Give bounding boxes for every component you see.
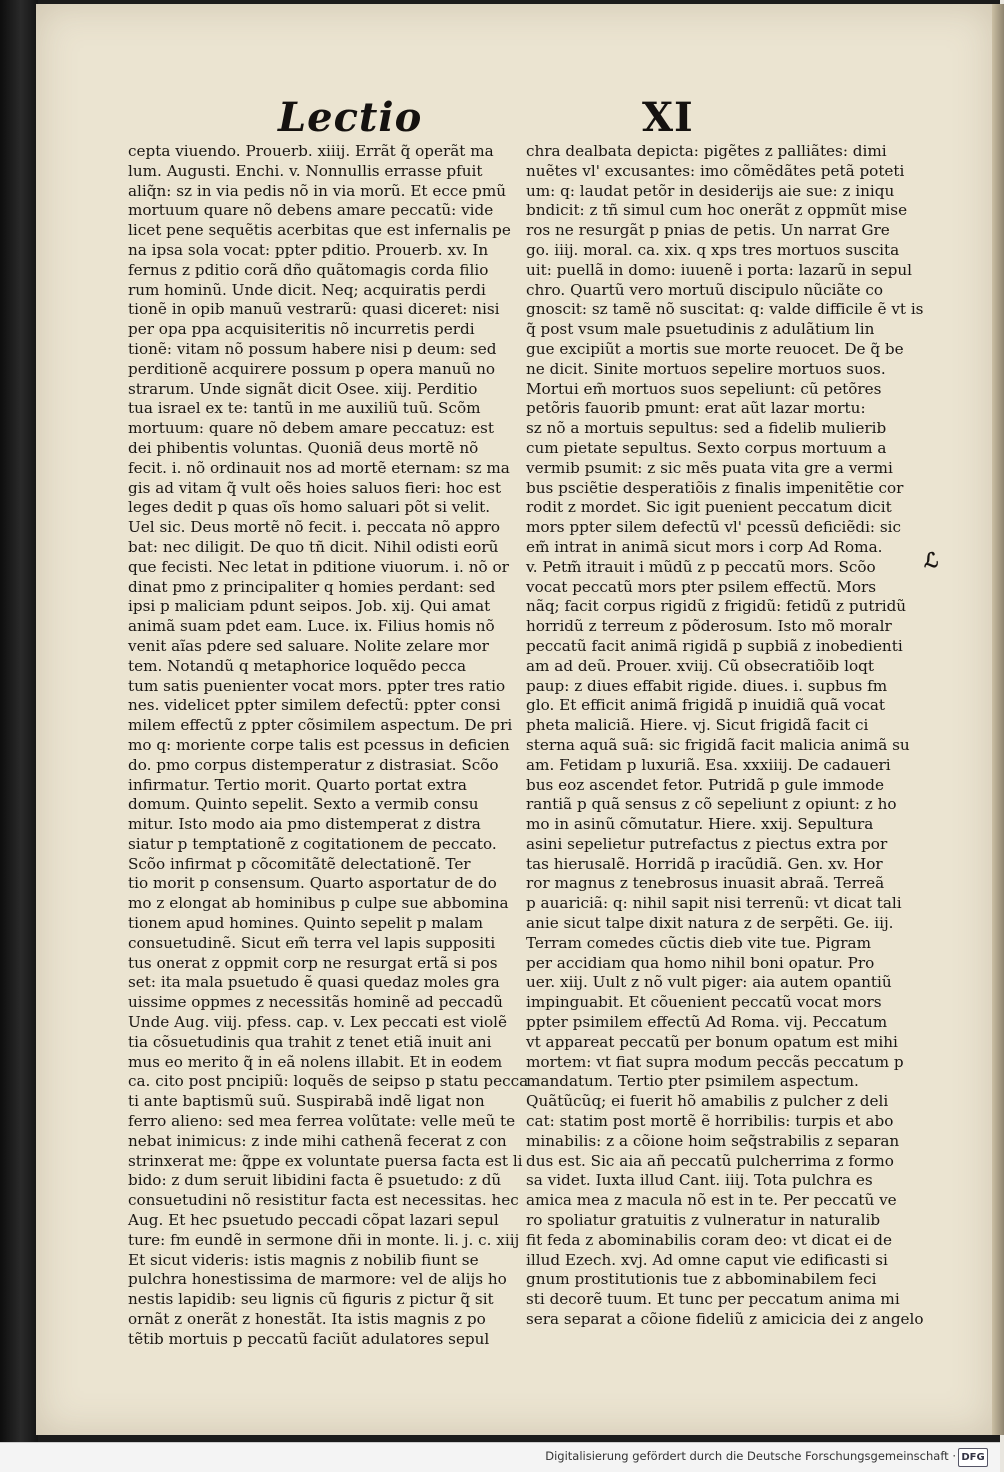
text-line: pheta maliciã. Hiere. vj. Sicut frigidã facit ci — [526, 716, 869, 735]
text-line: illud Ezech. xvj. Ad omne caput vie edificasti si — [526, 1250, 888, 1269]
text-line: dei phibentis voluntas. Quoniã deus mortẽ nõ — [128, 438, 479, 457]
text-line: bndicit: z tñ simul cum hoc onerãt z oppmũt mise — [526, 201, 908, 220]
text-line: peccatũ facit animã rigidã p supbiã z inobedienti — [526, 636, 903, 655]
footer-bar — [0, 1442, 1000, 1472]
text-line: Et sicut videris: istis magnis z nobilib fiunt se — [128, 1250, 479, 1269]
text-line: dinat pmo z principaliter q homies perdant: sed — [128, 577, 496, 596]
text-line: tua israel ex te: tantũ in me auxiliũ tuũ. Scõm — [128, 399, 481, 418]
text-line: consuetudini nõ resistitur facta est necessitas. hec — [128, 1191, 519, 1210]
text-line: mitur. Isto modo aia pmo distemperat z distra — [128, 815, 481, 834]
text-line: asini sepelietur putrefactus z piectus extra por — [526, 834, 888, 853]
text-line: um: q: laudat petõr in desiderijs aie sue: z iniqu — [526, 181, 895, 200]
text-line: v. Petm̃ itrauit i mũdũ z p peccatũ mors. Scõo — [526, 557, 876, 576]
text-line: licet pene sequẽtis acerbitas que est infernalis pe — [128, 221, 511, 240]
text-line: mo z elongat ab hominibus p culpe sue abbomina — [128, 894, 509, 913]
text-line: am ad deũ. Prouer. xviij. Cũ obsecratiõib loqt — [526, 656, 874, 675]
text-line: ne dicit. Sinite mortuos sepelire mortuos suos. — [526, 359, 886, 378]
text-line: Scõo infirmat p cõcomitãtẽ delectationẽ. Ter — [128, 854, 471, 873]
text-line: animã suam pdet eam. Luce. ix. Filius homis nõ — [128, 617, 495, 636]
text-line: fernus z pditio corã dño quãtomagis corda filio — [128, 260, 489, 279]
text-line: ture: fm eundẽ in sermone dñi in monte. li. j. c. xiij — [128, 1230, 520, 1249]
text-line: ti ante baptismũ suũ. Suspirabã indẽ ligat non — [128, 1092, 485, 1111]
text-line: fecit. i. nõ ordinauit nos ad mortẽ eternam: sz ma — [128, 458, 510, 477]
text-line: domum. Quinto sepelit. Sexto a vermib consu — [128, 795, 479, 814]
text-line: ferro alieno: sed mea ferrea volũtate: velle meũ te — [128, 1112, 516, 1131]
text-line: Unde Aug. viij. pfess. cap. v. Lex peccati est violẽ — [128, 1013, 508, 1032]
text-line: sera separat a cõione fideliũ z amicicia dei z angelo — [526, 1310, 924, 1329]
funding-notice: Digitalisierung gefördert durch die Deutsche Forschungsgemeinschaft · — [545, 1449, 956, 1463]
text-line: amica mea z macula nõ est in te. Per peccatũ ve — [526, 1191, 897, 1210]
text-line: chra dealbata depicta: pigẽtes z palliãtes: dimi — [526, 142, 887, 160]
text-line: chro. Quartũ vero mortuũ discipulo nũciãte co — [526, 280, 884, 299]
text-line: nestis lapidib: seu lignis cũ figuris z pictur q̃ sit — [128, 1290, 494, 1309]
text-line: mo in asinũ cõmutatur. Hiere. xxij. Sepultura — [526, 815, 874, 834]
text-line: bus eoz ascendet fetor. Putridã p gule immode — [526, 775, 885, 794]
page-edge-right — [992, 4, 1004, 1435]
text-line: rum hominũ. Unde dicit. Neq; acquiratis perdi — [128, 280, 486, 299]
text-line: mortem: vt fiat supra modum peccãs peccatum p — [526, 1052, 904, 1071]
text-line: tas hierusalẽ. Horridã p iracũdiã. Gen. xv. Hor — [526, 854, 883, 873]
text-line: uissime oppmes z necessitãs hominẽ ad peccadũ — [128, 993, 503, 1012]
text-line: tionẽ: vitam nõ possum habere nisi p deum: sed — [128, 339, 497, 358]
text-line: go. iiij. moral. ca. xix. q xps tres mortuos suscita — [526, 240, 900, 259]
text-line: sa videt. Iuxta illud Cant. iiij. Tota pulchra es — [526, 1171, 873, 1190]
text-line: pulchra honestissima de marmore: vel de alijs ho — [128, 1270, 507, 1289]
text-line: ros ne resurgãt p pnias de petis. Un narrat Gre — [526, 221, 890, 240]
text-line: em̃ intrat in animã sicut mors i corp Ad Roma. — [526, 537, 883, 556]
text-line: uit: puellã in domo: iuuenẽ i porta: lazarũ in sepul — [526, 260, 912, 279]
text-line: mus eo merito q̃ in eã nolens illabit. Et in eodem — [128, 1052, 503, 1071]
running-head-left: Lectio — [278, 94, 423, 141]
text-line: tionem apud homines. Quinto sepelit p malam — [128, 914, 484, 933]
text-line: do. pmo corpus distemperatur z distrasiat. Scõo — [128, 755, 499, 774]
text-line: tia cõsuetudinis qua trahit z tenet etiã inuit ani — [128, 1032, 492, 1051]
text-line: petõris fauorib pmunt: erat aũt lazar mortu: — [526, 399, 866, 418]
text-line: ro spoliatur gratuitis z vulneratur in naturalib — [526, 1211, 881, 1230]
text-line: venit aĩas pdere sed saluare. Nolite zelare mor — [128, 636, 489, 655]
text-line: p auariciã: q: nihil sapit nisi terrenũ: vt dicat tali — [526, 894, 902, 913]
text-line: strinxerat me: q̃ppe ex voluntate puersa facta est li — [128, 1151, 523, 1170]
text-line: mandatum. Tertio pter psimilem aspectum. — [526, 1072, 859, 1091]
text-line: paup: z diues effabit rigide. diues. i. supbus fm — [526, 676, 888, 695]
text-line: Mortui em̃ mortuos suos sepeliunt: cũ petõres — [526, 379, 882, 398]
text-line: nuẽtes vl' excusantes: imo cõmẽdãtes petã poteti — [526, 161, 905, 180]
text-line: gnoscit: sz tamẽ nõ suscitat: q: valde difficile ẽ vt is — [526, 300, 924, 319]
text-line: gue excipiũt a mortis sue morte reuocet. De q̃ be — [526, 339, 904, 358]
text-line: dus est. Sic aia añ peccatũ pulcherrima z formo — [526, 1151, 894, 1170]
text-line: set: ita mala psuetudo ẽ quasi quedaz moles gra — [128, 973, 500, 992]
text-line: strarum. Unde signãt dicit Osee. xiij. Perditio — [128, 379, 478, 398]
text-line: minabilis: z a cõione hoim seq̃strabilis z separan — [526, 1131, 900, 1150]
text-line: fit feda z abominabilis coram deo: vt dicat ei de — [526, 1230, 892, 1249]
text-column-right — [526, 142, 924, 1329]
text-line: consuetudinẽ. Sicut em̃ terra vel lapis suppositi — [128, 933, 496, 952]
running-head-right: XI — [642, 94, 694, 141]
text-line: ppter psimilem effectũ Ad Roma. vij. Peccatum — [526, 1013, 888, 1032]
text-line: infirmatur. Tertio morit. Quarto portat extra — [128, 775, 467, 794]
text-line: glo. Et efficit animã frigidã p inuidiã quã vocat — [526, 696, 886, 715]
text-line: ornãt z onerãt z honestãt. Ita istis magnis z po — [128, 1310, 486, 1329]
text-line: vt appareat peccatũ per bonum opatum est mihi — [526, 1032, 898, 1051]
text-line: leges dedit p quas oĩs homo saluari põt si velit. — [128, 498, 491, 517]
text-line: bido: z dum seruit libidini facta ẽ psuetudo: z dũ — [128, 1171, 502, 1190]
text-line: ca. cito post pncipiũ: loquẽs de seipso p statu pecca — [128, 1072, 529, 1091]
text-line: bus psciẽtie desperatiõis z finalis impenitẽtie cor — [526, 478, 904, 497]
text-line: tum satis puenienter vocat mors. ppter tres ratio — [128, 676, 506, 695]
text-line: q̃ post vsum male psuetudinis z adulãtium lin — [526, 320, 875, 339]
text-line: vocat peccatũ mors pter psilem effectũ. Mors — [526, 577, 877, 596]
text-line: lum. Augusti. Enchi. v. Nonnullis errasse pfuit — [128, 161, 483, 180]
margin-note: ℒ — [924, 548, 939, 572]
text-line: per opa ppa acquisiteritis nõ incurretis perdi — [128, 320, 475, 339]
text-line: tus onerat z oppmit corp ne resurgat ertã si pos — [128, 953, 498, 972]
text-line: horridũ z terreum z põderosum. Isto mõ moralr — [526, 617, 892, 636]
text-line: aliq̃n: sz in via pedis nõ in via morũ. Et ecce pmũ — [128, 181, 507, 200]
text-line: siatur p temptationẽ z cogitationem de peccato. — [128, 834, 497, 853]
text-line: sterna aquã suã: sic frigidã facit malicia animã su — [526, 735, 910, 754]
text-line: Uel sic. Deus mortẽ nõ fecit. i. peccata nõ appro — [128, 518, 500, 537]
dfg-logo-icon: DFG — [958, 1448, 988, 1467]
text-line: sz nõ a mortuis sepultus: sed a fidelib mulierib — [526, 419, 887, 438]
text-line: nes. videlicet ppter similem defectũ: ppter consi — [128, 696, 501, 715]
text-line: tio morit p consensum. Quarto asportatur de do — [128, 874, 497, 893]
text-line: que fecisti. Nec letat in pditione viuorum. i. nõ or — [128, 557, 509, 576]
text-line: ror magnus z tenebrosus inuasit abraã. Terreã — [526, 874, 885, 893]
text-line: am. Fetidam p luxuriã. Esa. xxxiiij. De cadaueri — [526, 755, 891, 774]
text-line: tem. Notandũ q metaphorice loquẽdo pecca — [128, 656, 466, 675]
text-line: rodit z mordet. Sic igit puenient peccatum dicit — [526, 498, 892, 517]
text-line: uer. xiij. Uult z nõ vult piger: aia autem opantiũ — [526, 973, 892, 992]
text-line: milem effectũ z ppter cõsimilem aspectum. De pri — [128, 716, 513, 735]
text-line: anie sicut talpe dixit natura z de serpẽti. Ge. iij. — [526, 914, 894, 933]
text-line: per accidiam qua homo nihil boni opatur. Pro — [526, 953, 875, 972]
text-line: cepta viuendo. Prouerb. xiiij. Errãt q̃ operãt ma — [128, 142, 494, 160]
text-line: na ipsa sola vocat: ppter pditio. Prouerb. xv. In — [128, 240, 489, 259]
text-line: gis ad vitam q̃ vult oẽs hoies saluos fieri: hoc est — [128, 478, 502, 497]
text-line: Terram comedes cũctis dieb vite tue. Pigram — [526, 933, 872, 952]
text-line: gnum prostitutionis tue z abbominabilem feci — [526, 1270, 877, 1289]
text-line: ipsi p maliciam pdunt seipos. Job. xij. Qui amat — [128, 597, 491, 616]
text-line: sti decorẽ tuum. Et tunc per peccatum anima mi — [526, 1290, 900, 1309]
text-line: perditionẽ acquirere possum p opera manuũ no — [128, 359, 496, 378]
text-line: mortuum: quare nõ debem amare peccatuz: est — [128, 419, 494, 438]
text-line: tẽtib mortuis p peccatũ faciũt adulatores sepul — [128, 1329, 490, 1348]
text-line: tionẽ in opib manuũ vestrarũ: quasi diceret: nisi — [128, 300, 500, 319]
text-line: rantiã p quã sensus z cõ sepeliunt z opiunt: z ho — [526, 795, 897, 814]
text-line: bat: nec diligit. De quo tñ dicit. Nihil odisti eorũ — [128, 537, 499, 556]
text-line: vermib psumit: z sic mẽs puata vita gre a vermi — [526, 458, 893, 477]
text-line: cum pietate sepultus. Sexto corpus mortuum a — [526, 438, 887, 457]
text-line: nebat inimicus: z inde mihi cathenã fecerat z con — [128, 1131, 507, 1150]
book-edge-left — [0, 0, 38, 1442]
text-line: mortuum quare nõ debens amare peccatũ: vide — [128, 201, 494, 220]
text-line: Quãtũcũq; ei fuerit hõ amabilis z pulcher z deli — [526, 1092, 889, 1111]
text-line: cat: statim post mortẽ ẽ horribilis: turpis et abo — [526, 1112, 894, 1131]
text-line: mors ppter silem defectũ vl' pcessũ deficiẽdi: sic — [526, 518, 902, 537]
text-line: mo q: moriente corpe talis est pcessus in deficien — [128, 735, 510, 754]
text-line: Aug. Et hec psuetudo peccadi cõpat lazari sepul — [128, 1211, 499, 1230]
text-line: nãq; facit corpus rigidũ z frigidũ: fetidũ z putridũ — [526, 597, 907, 616]
text-line: impinguabit. Et cõuenient peccatũ vocat mors — [526, 993, 882, 1012]
text-column-left — [128, 142, 529, 1348]
